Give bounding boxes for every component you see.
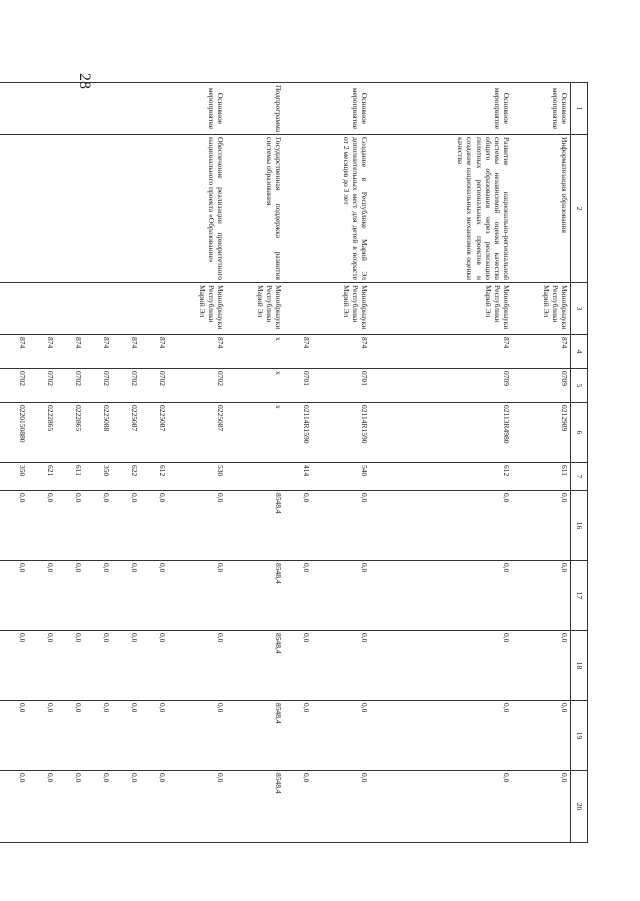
value-cell: 0702	[84, 369, 112, 403]
value-cell: 0,0	[512, 701, 571, 771]
value-cell: 8548,4	[226, 561, 284, 631]
value-cell: 0,0	[56, 771, 84, 843]
value-cell: 0212989	[512, 403, 571, 463]
value-cell: 0,0	[512, 631, 571, 701]
value-cell: 0701	[284, 369, 312, 403]
executor-cell	[284, 283, 312, 335]
value-cell: 0,0	[140, 631, 168, 701]
rotated-table-region	[18, 82, 588, 842]
value-cell: 0,0	[140, 771, 168, 843]
value-cell: 0,0	[370, 771, 512, 843]
measure-name-cell: Государственная поддержка развития системы образования	[226, 135, 284, 283]
measure-name-cell: Информатизация образования	[512, 135, 571, 283]
value-cell: 0,0	[284, 561, 312, 631]
value-cell: 874	[0, 335, 28, 369]
value-cell: 621	[28, 463, 56, 491]
row-type-cell	[112, 83, 140, 135]
value-cell: 414	[284, 463, 312, 491]
header-cell: 4	[571, 335, 588, 369]
value-cell: x	[226, 369, 284, 403]
value-cell: 0,0	[28, 631, 56, 701]
measure-name-cell	[28, 135, 56, 283]
value-cell: 530	[168, 463, 226, 491]
value-cell: 0,0	[312, 701, 370, 771]
executor-cell	[140, 283, 168, 335]
value-cell: 0,0	[28, 491, 56, 561]
row-type-cell	[284, 83, 312, 135]
page-number: 28	[76, 73, 93, 89]
value-cell: 0,0	[512, 561, 571, 631]
value-cell: 874	[56, 335, 84, 369]
value-cell: 874	[512, 335, 571, 369]
row-type-cell	[56, 83, 84, 135]
value-cell: 0,0	[84, 701, 112, 771]
row-type-cell: Основное мероприятие	[370, 83, 512, 135]
row-type-cell	[84, 83, 112, 135]
measure-name-cell	[0, 135, 28, 283]
value-cell: 8548,4	[226, 771, 284, 843]
value-cell: 0709	[512, 369, 571, 403]
value-cell: 0,0	[112, 561, 140, 631]
row-type-cell: Основное мероприятие	[168, 83, 226, 135]
row-type-cell	[0, 83, 28, 135]
value-cell: 0702	[112, 369, 140, 403]
value-cell: 350	[84, 463, 112, 491]
value-cell: 0,0	[112, 631, 140, 701]
executor-cell	[112, 283, 140, 335]
measure-name-cell	[140, 135, 168, 283]
value-cell: 0,0	[56, 491, 84, 561]
executor-cell: Минобрнауки Республики Марий Эл	[226, 283, 284, 335]
value-cell: 0,0	[370, 631, 512, 701]
value-cell: 0,0	[312, 491, 370, 561]
table-row	[28, 83, 56, 843]
value-cell: 874	[84, 335, 112, 369]
table-row	[312, 83, 370, 843]
value-cell: 0,0	[0, 701, 28, 771]
row-type-cell: Основное мероприятие	[512, 83, 571, 135]
table-row	[168, 83, 226, 843]
value-cell: 0,0	[284, 491, 312, 561]
value-cell: 874	[28, 335, 56, 369]
header-cell: 5	[571, 369, 588, 403]
value-cell: 0,0	[140, 491, 168, 561]
value-cell: 8548,4	[226, 491, 284, 561]
value-cell: 874	[370, 335, 512, 369]
value-cell: 0,0	[84, 771, 112, 843]
value-cell: 8548,4	[226, 701, 284, 771]
value-cell: 0,0	[28, 561, 56, 631]
value-cell: 0225087	[168, 403, 226, 463]
value-cell: 0,0	[168, 561, 226, 631]
value-cell: 0222865	[56, 403, 84, 463]
value-cell: 0,0	[312, 771, 370, 843]
value-cell: 0,0	[84, 631, 112, 701]
executor-cell	[56, 283, 84, 335]
value-cell: 0701	[312, 369, 370, 403]
executor-cell: Минобрнауки Республики Марий Эл	[370, 283, 512, 335]
value-cell: 0,0	[168, 771, 226, 843]
measure-name-cell: Обеспечение реализации приоритетного национального проекта «Образование»	[168, 135, 226, 283]
value-cell: 0,0	[28, 701, 56, 771]
value-cell: 0,0	[370, 561, 512, 631]
value-cell: 622	[112, 463, 140, 491]
value-cell: 0225088	[84, 403, 112, 463]
value-cell: 350	[0, 463, 28, 491]
value-cell: 0,0	[512, 771, 571, 843]
value-cell: 0,0	[0, 491, 28, 561]
value-cell: 0,0	[140, 561, 168, 631]
value-cell: 874	[112, 335, 140, 369]
value-cell: 0,0	[168, 491, 226, 561]
table-row	[56, 83, 84, 843]
value-cell: 0,0	[56, 561, 84, 631]
measure-name-cell: Создание в Республике Марий Эл дополнительных мест для детей в возрасте от 2 месяцев до 3 лет	[312, 135, 370, 283]
value-cell: 0,0	[512, 491, 571, 561]
executor-cell: Минобрнауки Республики Марий Эл	[512, 283, 571, 335]
value-cell: 0,0	[84, 491, 112, 561]
header-cell: 19	[571, 701, 588, 771]
value-cell: 611	[56, 463, 84, 491]
value-cell: 0,0	[112, 701, 140, 771]
value-cell: 612	[370, 463, 512, 491]
value-cell: 02113R4980	[370, 403, 512, 463]
table-row	[370, 83, 512, 843]
value-cell: 0,0	[0, 561, 28, 631]
table-row	[226, 83, 284, 843]
value-cell: 0,0	[168, 631, 226, 701]
value-cell: 0702	[28, 369, 56, 403]
header-cell: 17	[571, 561, 588, 631]
header-cell: 16	[571, 491, 588, 561]
value-cell: 0,0	[140, 701, 168, 771]
value-cell: 0,0	[370, 701, 512, 771]
header-cell: 2	[571, 135, 588, 283]
header-cell: 20	[571, 771, 588, 843]
executor-cell: Минобрнауки Республики Марий Эл	[168, 283, 226, 335]
executor-cell	[84, 283, 112, 335]
value-cell: 0702	[168, 369, 226, 403]
executor-cell: Минобрнауки Республики Марий Эл	[312, 283, 370, 335]
value-cell: 0,0	[284, 771, 312, 843]
value-cell: 0709	[370, 369, 512, 403]
measure-name-cell: Развитие национально-региональной системы независимой оценки качества общего образования через реализацию пилотных региональных проектов и создание национальных механизмов оценки качества	[370, 135, 512, 283]
value-cell: 0,0	[56, 701, 84, 771]
header-cell: 6	[571, 403, 588, 463]
value-cell: 0,0	[312, 561, 370, 631]
table-row	[140, 83, 168, 843]
table-row	[112, 83, 140, 843]
value-cell: 874	[168, 335, 226, 369]
value-cell: 0,0	[284, 631, 312, 701]
value-cell	[226, 463, 284, 491]
value-cell: x	[226, 403, 284, 463]
value-cell: 0225087	[112, 403, 140, 463]
table-row	[512, 83, 571, 843]
measure-name-cell	[284, 135, 312, 283]
budget-table	[0, 82, 588, 843]
header-row	[571, 83, 588, 843]
value-cell: 0702	[0, 369, 28, 403]
value-cell: 02114R1590	[284, 403, 312, 463]
row-type-cell	[140, 83, 168, 135]
value-cell: 0,0	[0, 771, 28, 843]
value-cell: 612	[140, 463, 168, 491]
value-cell: 0,0	[312, 631, 370, 701]
header-cell: 7	[571, 463, 588, 491]
measure-name-cell	[84, 135, 112, 283]
value-cell: 874	[284, 335, 312, 369]
row-type-cell	[28, 83, 56, 135]
value-cell: 0702	[56, 369, 84, 403]
value-cell: 874	[140, 335, 168, 369]
value-cell: 0,0	[168, 701, 226, 771]
value-cell: 0,0	[56, 631, 84, 701]
executor-cell	[0, 283, 28, 335]
value-cell: 0225087	[140, 403, 168, 463]
row-type-cell: Подпрограмма	[226, 83, 284, 135]
table-row	[0, 83, 28, 843]
value-cell: 02114R1590	[312, 403, 370, 463]
header-cell: 3	[571, 283, 588, 335]
table-row	[284, 83, 312, 843]
value-cell: 611	[512, 463, 571, 491]
value-cell: 540	[312, 463, 370, 491]
value-cell: 0,0	[284, 701, 312, 771]
value-cell: 0702	[140, 369, 168, 403]
value-cell: 0,0	[0, 631, 28, 701]
value-cell: x	[226, 335, 284, 369]
table-row	[84, 83, 112, 843]
value-cell: 0,0	[112, 771, 140, 843]
value-cell: 0,0	[370, 491, 512, 561]
measure-name-cell	[112, 135, 140, 283]
value-cell: 0,0	[28, 771, 56, 843]
header-cell: 1	[571, 83, 588, 135]
measure-name-cell	[56, 135, 84, 283]
value-cell: 874	[312, 335, 370, 369]
executor-cell	[28, 283, 56, 335]
header-cell: 18	[571, 631, 588, 701]
value-cell: 0,0	[84, 561, 112, 631]
value-cell: 0220150880	[0, 403, 28, 463]
value-cell: 0222865	[28, 403, 56, 463]
row-type-cell: Основное мероприятие	[312, 83, 370, 135]
value-cell: 8548,4	[226, 631, 284, 701]
value-cell: 0,0	[112, 491, 140, 561]
